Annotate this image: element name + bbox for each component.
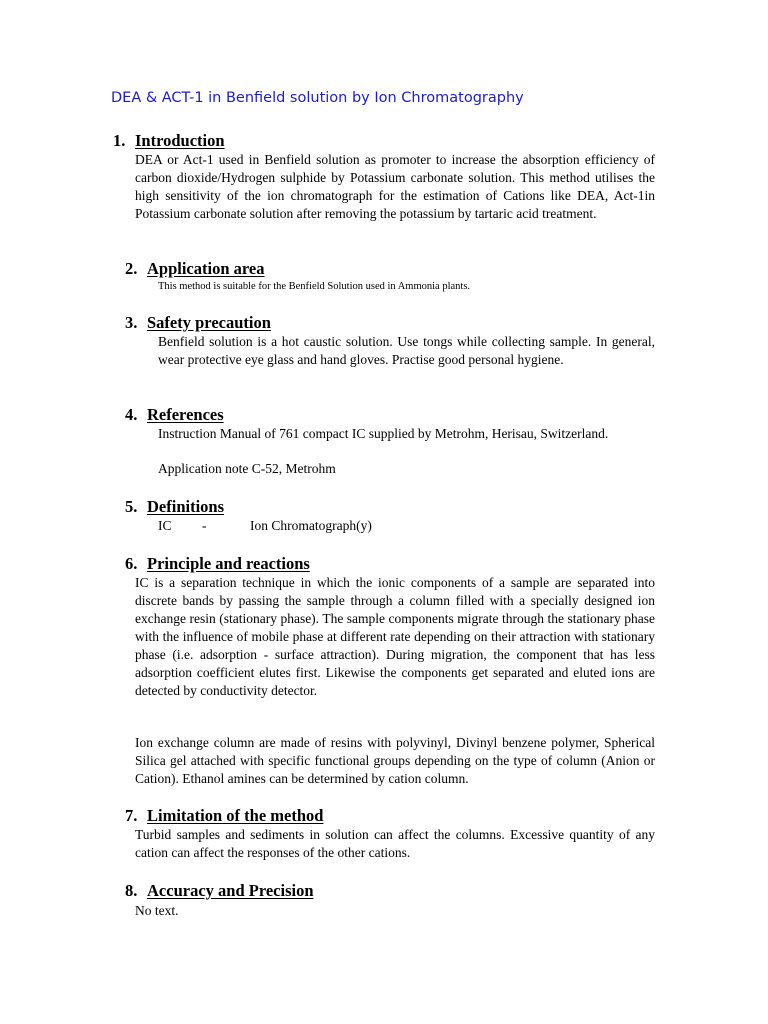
section-number: 5. [125, 497, 138, 516]
definition-meaning: Ion Chromatograph(y) [250, 518, 372, 533]
section-title: Application area [147, 259, 265, 278]
section-heading-principle-and-reactions [125, 554, 310, 574]
section-heading-references [125, 405, 224, 425]
section-heading-safety-precaution [125, 313, 271, 333]
section-heading-accuracy-and-precision [125, 881, 314, 901]
definition-term: IC [158, 518, 172, 533]
section-number: 6. [125, 554, 138, 573]
principle-paragraph: IC is a separation technique in which the ionic components of a sample are separated into discrete bands by passing the sample through a column filled with a specially designed ion exchange resin (stationary phase). The sample components migrate through the stationary phase with the influence of mobile phase at different rate depending on their attraction with stationary phase (i.e. adsorption - surface attraction). During migration, the component that has less adsorption coefficient elutes first. Likewise the components get separated and eluted ions are detected by conductivity detector. [135, 575, 655, 698]
principle-paragraph: Ion exchange column are made of resins with polyvinyl, Divinyl benzene polymer, Spherical Silica gel attached with specific functional groups depending on the type of column (Anion or Cation). Ethanol amines can be determined by cation column. [135, 735, 655, 786]
safety-precaution-paragraph: Benfield solution is a hot caustic solution. Use tongs while collecting sample. In general, wear protective eye glass and hand gloves. Practise good personal hygiene. [158, 334, 655, 367]
section-title: Introduction [135, 131, 225, 150]
section-number: 1. [113, 131, 126, 150]
reference-item: Instruction Manual of 761 compact IC supplied by Metrohm, Herisau, Switzerland. [158, 426, 609, 441]
limitation-paragraph: Turbid samples and sediments in solution can affect the columns. Excessive quantity of any cation can affect the responses of the other cations. [135, 827, 655, 860]
application-area-paragraph: This method is suitable for the Benfield Solution used in Ammonia plants. [158, 281, 471, 292]
section-heading-introduction [113, 131, 225, 151]
document-title: DEA & ACT-1 in Benfield solution by Ion Chromatography [111, 90, 524, 106]
section-heading-definitions [125, 497, 224, 517]
definition-dash: - [202, 518, 207, 533]
section-number: 4. [125, 405, 138, 424]
introduction-paragraph: DEA or Act-1 used in Benfield solution as promoter to increase the absorption efficiency of carbon dioxide/Hydrogen sulphide by Potassium carbonate solution. This method utilises the high sensitivity of the ion chromatograph for the estimation of Cations like DEA, Act-1in Potassium carbonate solution after removing the potassium by tartaric acid treatment. [135, 152, 655, 221]
section-title: References [147, 405, 224, 424]
section-number: 3. [125, 313, 138, 332]
definition-row [158, 517, 655, 535]
section-heading-limitation [125, 806, 323, 826]
section-title: Safety precaution [147, 313, 271, 332]
section-heading-application-area [125, 259, 265, 279]
section-number: 2. [125, 259, 138, 278]
section-number: 8. [125, 881, 138, 900]
section-title: Definitions [147, 497, 225, 516]
reference-item: Application note C-52, Metrohm [158, 461, 336, 476]
section-title: Limitation of the method [147, 806, 324, 825]
section-title: Principle and reactions [147, 554, 310, 573]
accuracy-paragraph: No text. [135, 903, 179, 918]
section-title: Accuracy and Precision [147, 881, 314, 900]
section-number: 7. [125, 806, 138, 825]
